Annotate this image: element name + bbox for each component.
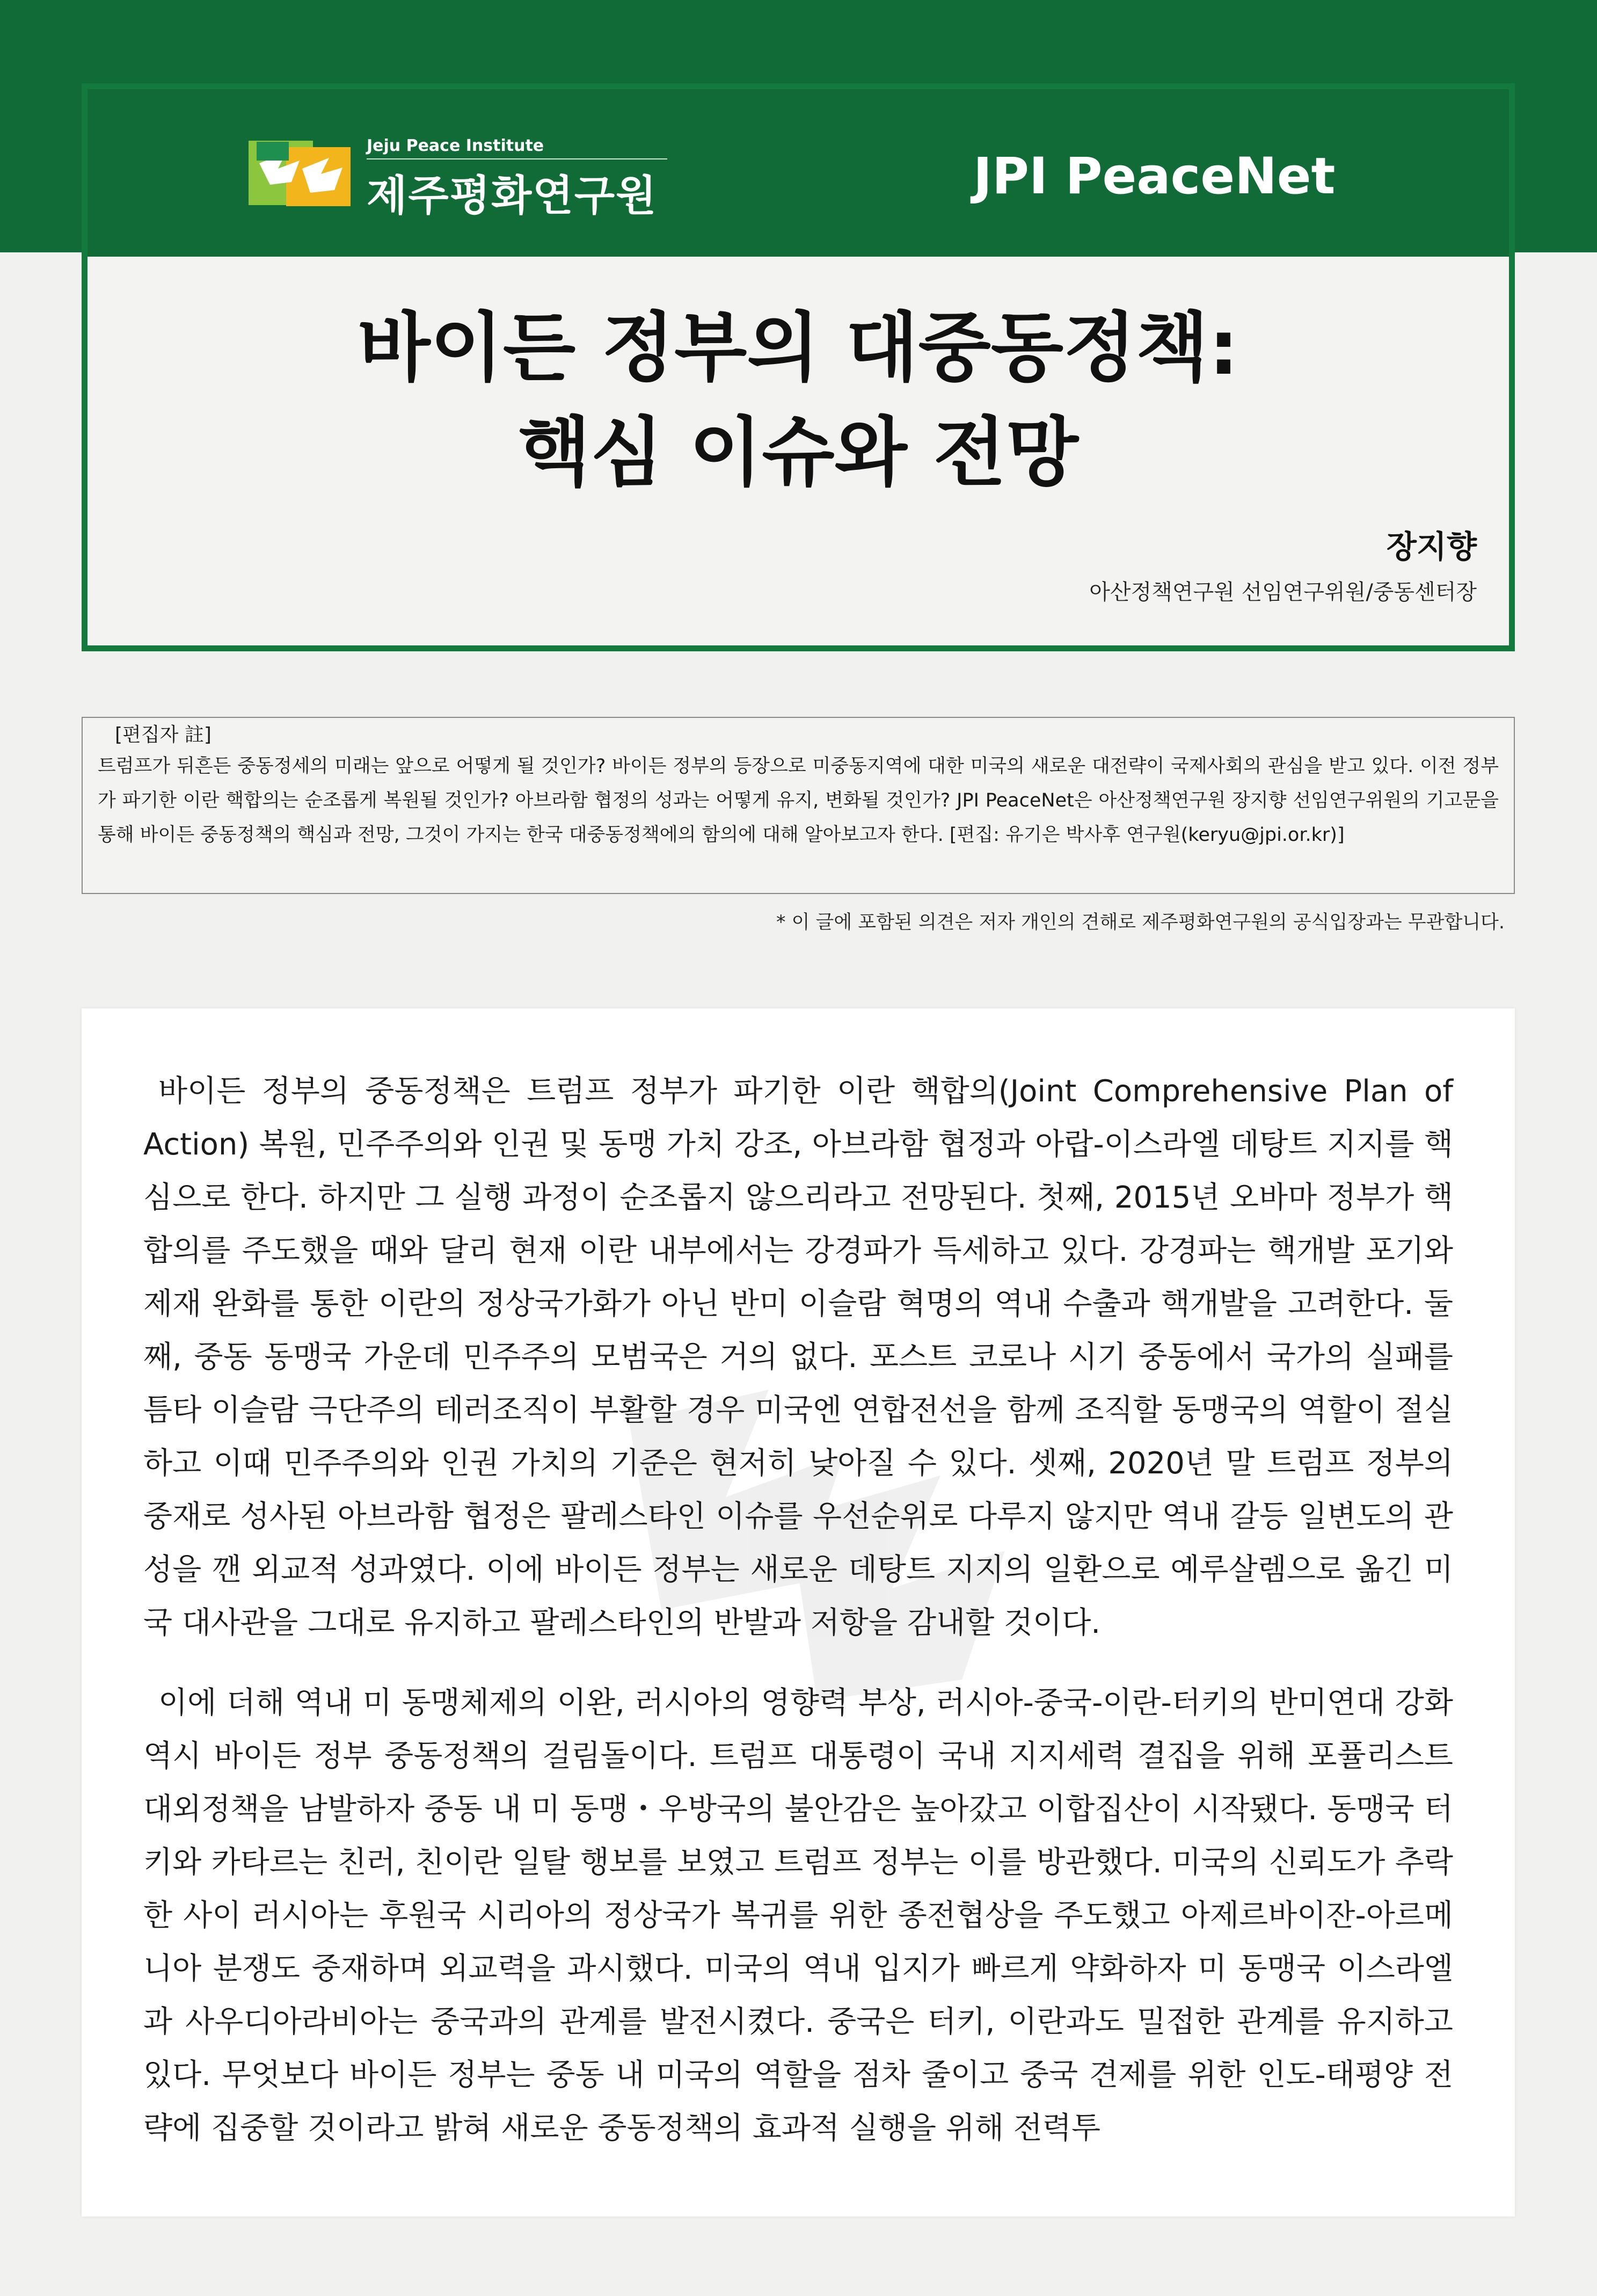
author-affiliation: 아산정책연구원 선임연구위원/중동센터장: [1089, 580, 1477, 605]
editor-note-text: 트럼프가 뒤흔든 중동정세의 미래는 앞으로 어떻게 될 것인가? 바이든 정부의 등장으로 미중동지역에 대한 미국의 새로운 대전략이 국제사회의 관심을 받고 있다. 이전 정부가 파기한 이란 핵합의는 순조롭게 복원될 것인가? 아브라함 협정의 성과는 어떻게 유지, 변화될 것인가? JPI PeaceNet은 아산정책연구원 장지향 선임연구위원의 기고문을 통해 바이든 중동정책의 핵심과 전망, 그것이 가지는 한국 대중동정책에의 함의에 대해 알아보고자 한다. [편집: 유기은 박사후 연구원(keryu@jpi.or.kr)]: [98, 755, 1499, 846]
editor-note-label: [편집자 註]: [115, 724, 212, 746]
author-name: 장지향: [1386, 528, 1477, 565]
peacenet-brand[interactable]: JPI PeaceNet: [973, 147, 1336, 206]
org-name-english: Jeju Peace Institute: [367, 136, 667, 159]
header-strip: [87, 89, 1509, 257]
title-line-2: 핵심 이슈와 전망: [517, 409, 1079, 497]
page-title: [87, 296, 1509, 505]
editor-note-box: [82, 717, 1515, 894]
disclaimer-note: * 이 글에 포함된 의견은 저자 개인의 견해로 제주평화연구원의 공식입장과는 무관합니다.: [776, 912, 1505, 933]
title-line-1: 바이든 정부의 대중동정책:: [358, 304, 1239, 392]
title-frame: [82, 83, 1515, 651]
jeju-bird-logo-icon: [249, 131, 351, 212]
body-paragraph: 바이든 정부의 중동정책은 트럼프 정부가 파기한 이란 핵합의(Joint Comprehensive Plan of Action) 복원, 민주주의와 인권 및 동맹 가치 강조, 아브라함 협정과 아랍-이스라엘 데탕트 지지를 핵심으로 한다. 하지만 그 실행 과정이 순조롭지 않으리라고 전망된다. 첫째, 2015년 오바마 정부가 핵합의를 주도했을 때와 달리 현재 이란 내부에서는 강경파가 득세하고 있다. 강경파는 핵개발 포기와 제재 완화를 통한 이란의 정상국가화가 아닌 반미 이슬람 혁명의 역내 수출과 핵개발을 고려한다. 둘째, 중동 동맹국 가운데 민주주의 모범국은 거의 없다. 포스트 코로나 시기 중동에서 국가의 실패를 틈타 이슬람 극단주의 테러조직이 부활할 경우 미국엔 연합전선을 함께 조직할 동맹국의 역할이 절실하고 이때 민주주의와 인권 가치의 기준은 현저히 낮아질 수 있다. 셋째, 2020년 말 트럼프 정부의 중재로 성사된 아브라함 협정은 팔레스타인 이슈를 우선순위로 다루지 않지만 역내 갈등 일변도의 관성을 깬 외교적 성과였다. 이에 바이든 정부는 새로운 데탕트 지지의 일환으로 예루살렘으로 옮긴 미국 대사관을 그대로 유지하고 팔레스타인의 반발과 저항을 감내할 것이다.: [143, 1074, 1453, 1640]
jeju-peace-institute-logo[interactable]: [249, 131, 732, 220]
org-name-korean: 제주평화연구원: [367, 172, 658, 220]
article-body-panel: [82, 1008, 1515, 2217]
body-paragraph: 이에 더해 역내 미 동맹체제의 이완, 러시아의 영향력 부상, 러시아-중국-이란-터키의 반미연대 강화 역시 바이든 정부 중동정책의 걸림돌이다. 트럼프 대통령이 국내 지지세력 결집을 위해 포퓰리스트 대외정책을 남발하자 중동 내 미 동맹・우방국의 불안감은 높아갔고 이합집산이 시작됐다. 동맹국 터키와 카타르는 친러, 친이란 일탈 행보를 보였고 트럼프 정부는 이를 방관했다. 미국의 신뢰도가 추락한 사이 러시아는 후원국 시리아의 정상국가 복귀를 위한 종전협상을 주도했고 아제르바이잔-아르메니아 분쟁도 중재하며 외교력을 과시했다. 미국의 역내 입지가 빠르게 약화하자 미 동맹국 이스라엘과 사우디아라비아는 중국과의 관계를 발전시켰다. 중국은 터키, 이란과도 밀접한 관계를 유지하고 있다. 무엇보다 바이든 정부는 중동 내 미국의 역할을 점차 줄이고 중국 견제를 위한 인도-태평양 전략에 집중할 것이라고 밝혀 새로운 중동정책의 효과적 실행을 위해 전력투: [143, 1685, 1453, 2146]
article-body: [143, 1065, 1453, 2182]
